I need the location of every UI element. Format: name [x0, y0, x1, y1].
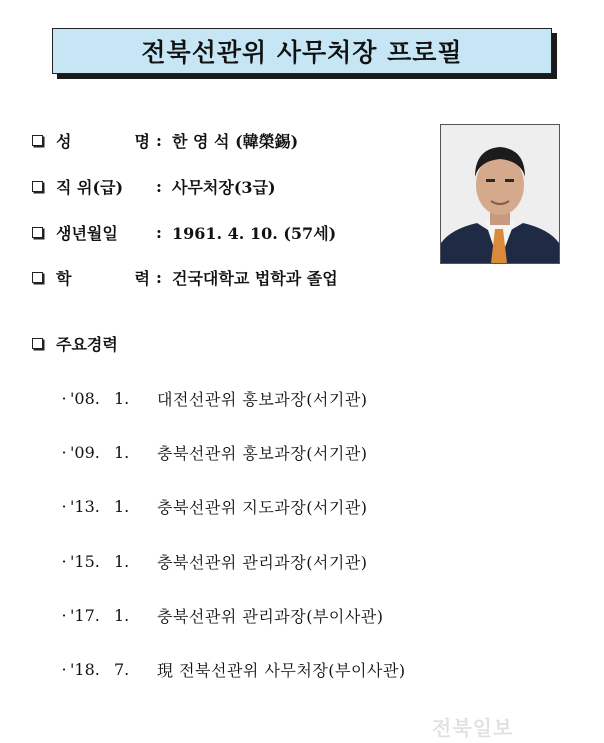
- career-month: 1.: [114, 605, 130, 625]
- career-year: '09.: [70, 442, 100, 462]
- career-year: '15.: [70, 551, 100, 571]
- bullet: ·: [61, 605, 67, 625]
- career-month: 7.: [114, 659, 130, 679]
- career-desc: 충북선관위 관리과장(서기관): [157, 552, 368, 572]
- career-month: 1.: [114, 388, 130, 408]
- career-desc: 충북선관위 관리과장(부이사관): [157, 606, 384, 626]
- checkbox-icon: [32, 338, 43, 349]
- info-label: 생년월일: [56, 223, 118, 243]
- bullet: ·: [61, 388, 67, 408]
- career-desc: 대전선관위 홍보과장(서기관): [157, 389, 368, 409]
- profile-photo: [440, 124, 560, 264]
- info-value-name: 한 영 석 (韓榮錫): [172, 131, 299, 151]
- checkbox-icon: [32, 272, 43, 283]
- career-desc: 충북선관위 지도과장(서기관): [157, 497, 368, 517]
- career-desc: 現 전북선관위 사무처장(부이사관): [157, 660, 406, 680]
- career-item: [58, 603, 384, 627]
- career-item: [58, 549, 368, 573]
- career-item: [58, 494, 368, 518]
- career-month: 1.: [114, 442, 130, 462]
- career-item: [58, 440, 368, 464]
- bullet: ·: [61, 496, 67, 516]
- career-year: '08.: [70, 388, 100, 408]
- info-label: 학 력: [56, 268, 150, 288]
- career-year: '18.: [70, 659, 100, 679]
- title-box: [52, 28, 552, 74]
- info-label: 직 위(급): [56, 177, 124, 197]
- bullet: ·: [61, 551, 67, 571]
- watermark: 전북일보: [432, 716, 514, 740]
- bullet: ·: [61, 659, 67, 679]
- career-desc: 충북선관위 홍보과장(서기관): [157, 443, 368, 463]
- career-month: 1.: [114, 551, 130, 571]
- info-row-birthdate: [32, 220, 336, 244]
- career-year: '17.: [70, 605, 100, 625]
- info-row-name: [32, 128, 298, 152]
- info-value-birthdate: 1961. 4. 10. (57세): [172, 223, 337, 243]
- checkbox-icon: [32, 181, 43, 192]
- info-colon: :: [156, 176, 162, 196]
- career-item: [58, 657, 406, 681]
- info-row-education: [32, 265, 338, 289]
- info-label: 성 명: [56, 131, 150, 151]
- career-year: '13.: [70, 496, 100, 516]
- career-heading: 주요경력: [56, 334, 118, 354]
- page-title: 전북선관위 사무처장 프로필: [141, 38, 463, 67]
- career-heading-row: [32, 331, 118, 355]
- checkbox-icon: [32, 135, 43, 146]
- bullet: ·: [61, 442, 67, 462]
- portrait-image: [441, 125, 559, 263]
- career-month: 1.: [114, 496, 130, 516]
- career-item: [58, 386, 368, 410]
- info-value-education: 건국대학교 법학과 졸업: [172, 268, 338, 288]
- info-value-position: 사무처장(3급): [172, 177, 276, 197]
- info-row-position: [32, 174, 276, 198]
- info-colon: :: [156, 267, 162, 287]
- info-colon: :: [156, 222, 162, 242]
- checkbox-icon: [32, 227, 43, 238]
- info-colon: :: [156, 130, 162, 150]
